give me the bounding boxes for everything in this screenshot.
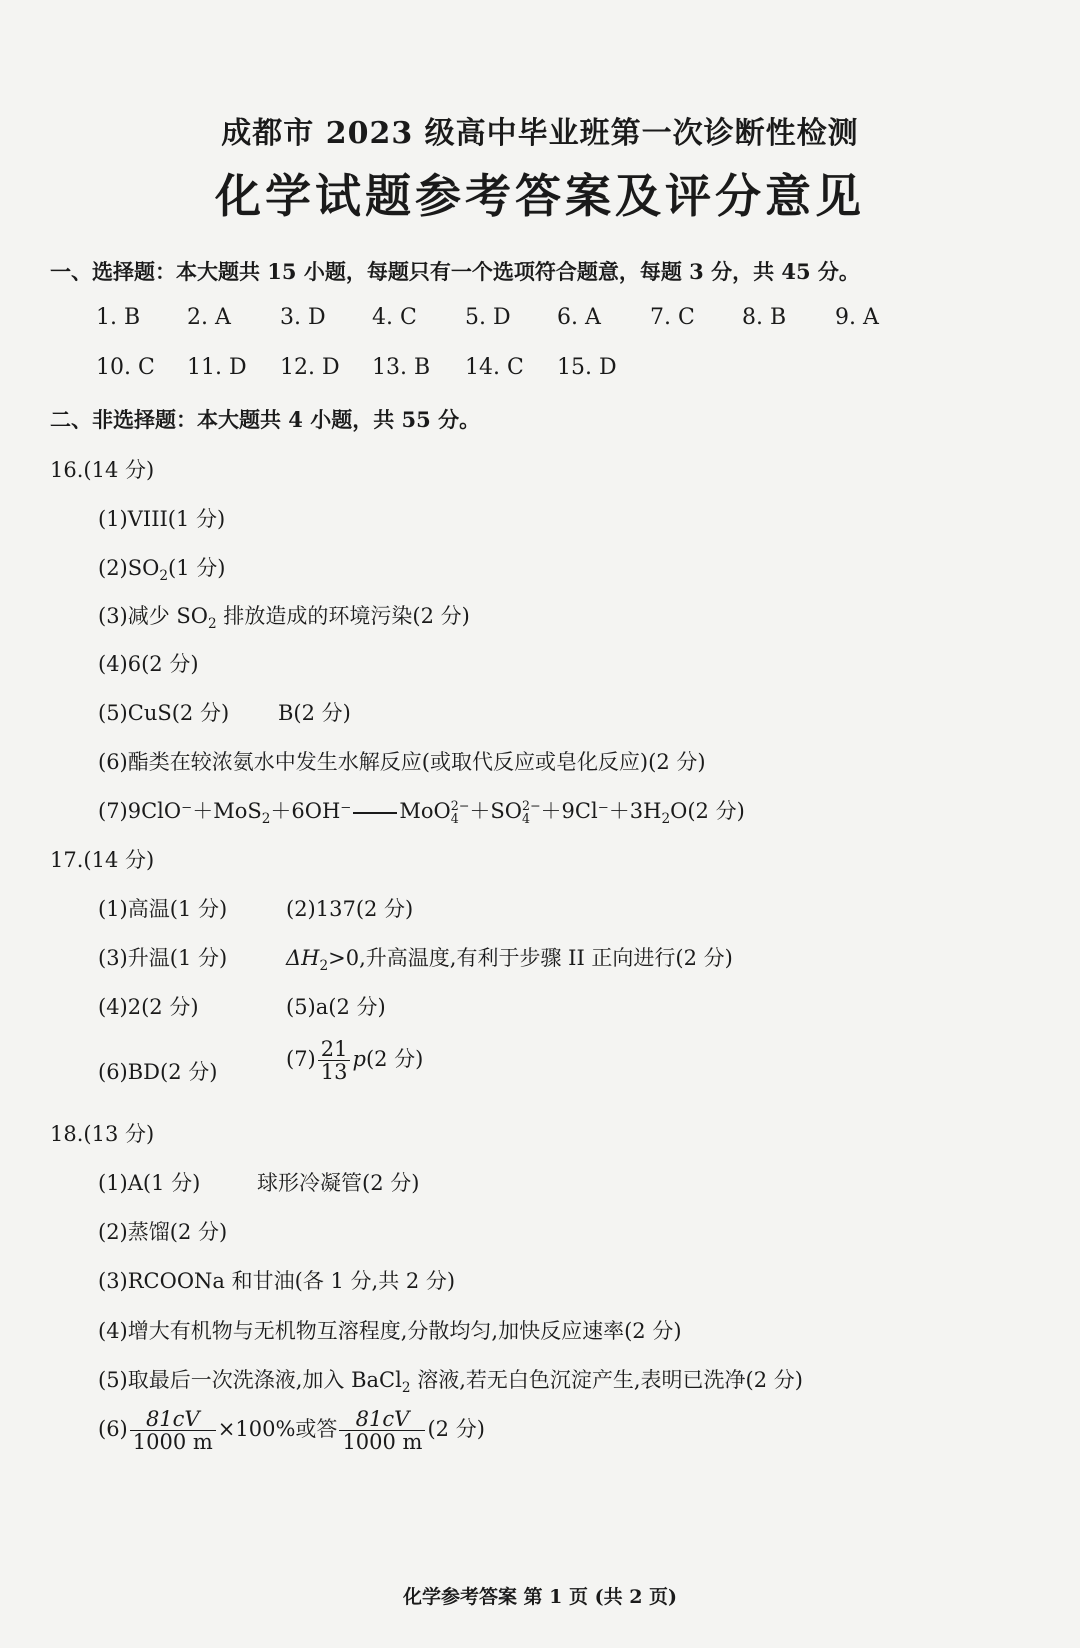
q18-answer-5: (5)取最后一次洗涤液,加入 BaCl$_2$ 溶液,若无白色沉淀产生,表明已洗净(2 分) <box>98 1368 803 1397</box>
fraction: $\frac{81cV}{1000 m}$ <box>339 1408 425 1453</box>
equals-double-line-icon <box>353 812 397 814</box>
q17-answer-5: (5)a(2 分) <box>286 995 386 1019</box>
q16-title: 16.(14 分) <box>50 458 155 482</box>
q18-answer-2: (2)蒸馏(2 分) <box>98 1220 228 1244</box>
q16-answer-7-equation: (7)9ClO⁻＋MoS$_2$＋6OH⁻ MoO 2− 4 ＋SO 2− 4 $+9Cl^-+3H_2O(2$ 分) <box>98 797 745 828</box>
mc-answer-9: 9. A <box>835 305 879 330</box>
mc-answer-5: 5. D <box>465 305 511 330</box>
q18-answer-1b: 球形冷凝管(2 分) <box>257 1171 420 1195</box>
q16-answer-4: (4)6(2 分) <box>98 652 199 676</box>
mc-answer-8: 8. B <box>742 305 787 330</box>
q17-answer-3-reason: $\Delta H_2>0$,升高温度,有利于步骤 II 正向进行(2 分) <box>286 946 733 975</box>
section1-heading: 一、选择题：本大题共 15 小题，每题只有一个选项符合题意，每题 3 分，共 45 分。 <box>50 259 860 284</box>
mc-answer-1: 1. B <box>96 305 141 330</box>
fraction: $\frac{21}{13}$ <box>318 1038 351 1083</box>
section2-heading: 二、非选择题：本大题共 4 小题，共 55 分。 <box>50 407 481 432</box>
document-title-line2: 化学试题参考答案及评分意见 <box>215 169 865 223</box>
mc-answer-11: 11. D <box>187 355 247 380</box>
q18-title: 18.(13 分) <box>50 1122 155 1146</box>
mc-answer-7: 7. C <box>650 305 695 330</box>
q17-answer-2: (2)137(2 分) <box>286 897 414 921</box>
mc-answer-2: 2. A <box>187 305 231 330</box>
fraction: $\frac{81cV}{1000 m}$ <box>130 1408 216 1453</box>
mc-answer-10: 10. C <box>96 355 155 380</box>
q16-answer-2: $(2)SO_2(1$ 分) <box>98 556 226 585</box>
q18-answer-4: (4)增大有机物与无机物互溶程度,分散均匀,加快反应速率(2 分) <box>98 1319 682 1343</box>
q18-answer-6: (6) $\frac{81cV}{1000 m}$ ×100%或答 $\frac{81cV}{1000 m}$ (2 分) <box>98 1407 485 1455</box>
q17-title: 17.(14 分) <box>50 848 155 872</box>
page-footer: 化学参考答案 第 1 页 (共 2 页) <box>402 1586 678 1608</box>
mc-answer-12: 12. D <box>280 355 340 380</box>
q18-answer-3: (3)RCOONa 和甘油(各 1 分,共 2 分) <box>98 1269 456 1293</box>
q18-answer-1a: (1)A(1 分) <box>98 1171 201 1195</box>
mc-answer-4: 4. C <box>372 305 417 330</box>
q16-answer-5b: B(2 分) <box>278 701 351 725</box>
q16-answer-6: (6)酯类在较浓氨水中发生水解反应(或取代反应或皂化反应)(2 分) <box>98 750 706 774</box>
q17-answer-1: (1)高温(1 分) <box>98 897 228 921</box>
q16-answer-1: (1)VIII(1 分) <box>98 507 226 531</box>
q17-answer-7: (7) $\frac{21}{13}$ p(2 分) <box>286 1037 424 1085</box>
q17-answer-3: (3)升温(1 分) <box>98 946 228 970</box>
mc-answer-6: 6. A <box>557 305 601 330</box>
q17-answer-4: (4)2(2 分) <box>98 995 199 1019</box>
mc-answer-3: 3. D <box>280 305 326 330</box>
document-title-line1: 成都市 2023 级高中毕业班第一次诊断性检测 <box>221 116 859 151</box>
q17-answer-6: (6)BD(2 分) <box>98 1060 218 1084</box>
q16-answer-5a: (5)CuS(2 分) <box>98 701 230 725</box>
mc-answer-13: 13. B <box>372 355 431 380</box>
mc-answer-15: 15. D <box>557 355 617 380</box>
q16-answer-3: (3)减少 $SO_2$ 排放造成的环境污染(2 分) <box>98 604 470 633</box>
mc-answer-14: 14. C <box>465 355 524 380</box>
